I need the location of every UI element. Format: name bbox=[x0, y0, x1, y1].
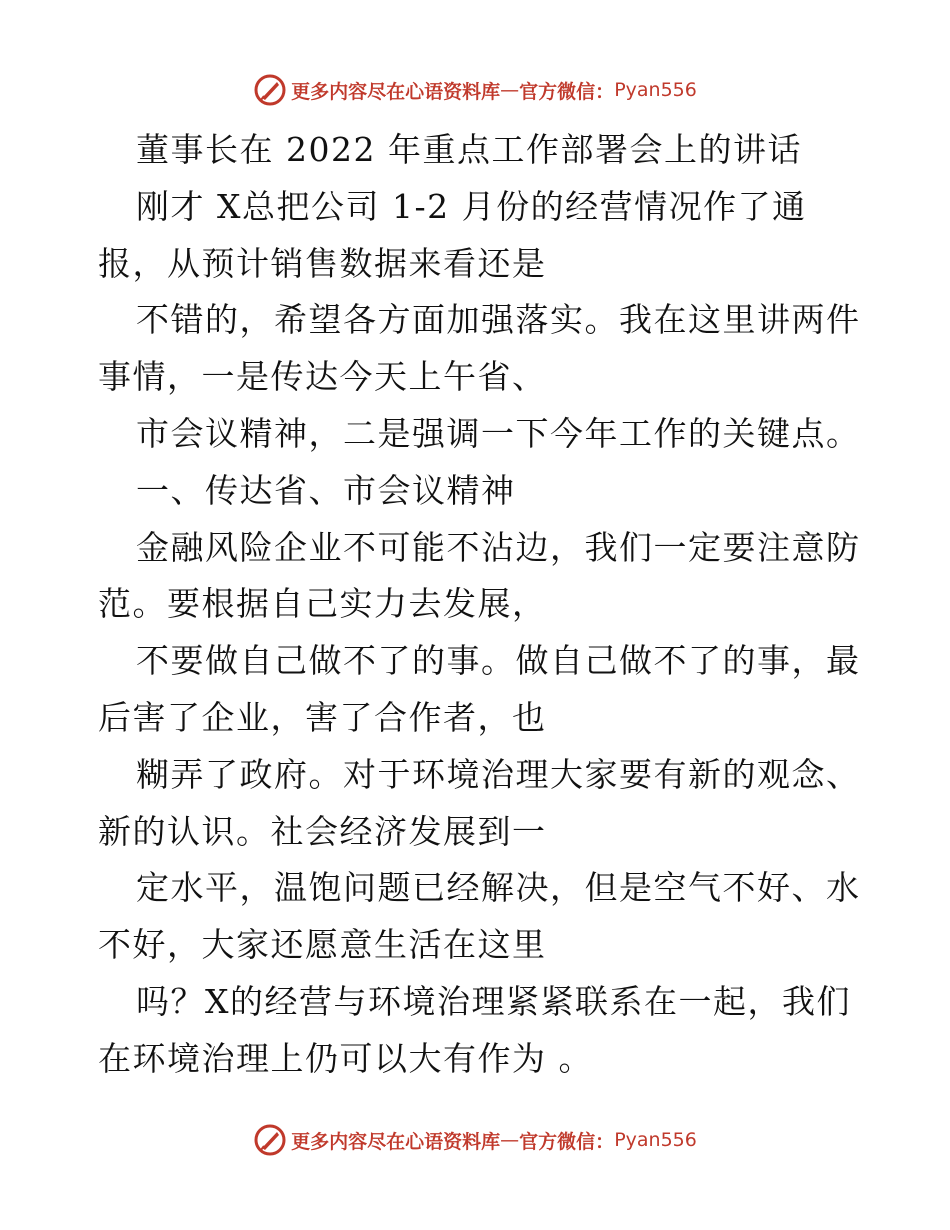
watermark-separator: — bbox=[500, 1129, 520, 1151]
paragraph-line: 不要做自己做不了的事。做自己做不了的事，最 bbox=[136, 641, 861, 681]
watermark-site-text: 更多内容尽在心语资料库 bbox=[291, 1130, 501, 1153]
document-body bbox=[98, 122, 861, 1088]
watermark-wechat-label: 官方微信： bbox=[519, 80, 615, 103]
paragraph-line: 糊弄了政府。对于环境治理大家要有新的观念、 bbox=[136, 754, 861, 794]
paragraph-line: 不错的，希望各方面加强落实。我在这里讲两件 bbox=[136, 300, 861, 340]
paragraph-line: 定水平，温饱问题已经解决，但是空气不好、水 bbox=[136, 868, 861, 908]
footer-watermark bbox=[0, 1120, 950, 1160]
paragraph-line: 刚才 X总把公司 1-2 月份的经营情况作了通 bbox=[136, 186, 807, 226]
paragraph-line: 在环境治理上仍可以大有作为 。 bbox=[98, 1038, 593, 1078]
header-watermark bbox=[0, 70, 950, 110]
paragraph-line: 报，从预计销售数据来看还是 bbox=[98, 243, 547, 283]
quill-logo-icon bbox=[253, 1123, 287, 1157]
watermark-account: Pyan556 bbox=[614, 1129, 697, 1151]
watermark-separator: — bbox=[500, 79, 520, 101]
paragraph-line: 不好，大家还愿意生活在这里 bbox=[98, 925, 547, 965]
document-title: 董事长在 2022 年重点工作部署会上的讲话 bbox=[136, 130, 802, 169]
watermark-account: Pyan556 bbox=[614, 79, 697, 101]
quill-logo-icon bbox=[253, 73, 287, 107]
paragraph-line: 事情，一是传达今天上午省、 bbox=[98, 357, 547, 397]
paragraph-line: 新的认识。社会经济发展到一 bbox=[98, 811, 547, 851]
section-heading: 一、传达省、市会议精神 bbox=[136, 470, 516, 510]
paragraph-line: 吗？X的经营与环境治理紧紧联系在一起，我们 bbox=[136, 981, 851, 1021]
paragraph-line: 范。要根据自己实力去发展， bbox=[98, 584, 547, 624]
paragraph-line: 金融风险企业不可能不沾边，我们一定要注意防 bbox=[136, 527, 861, 567]
paragraph-line: 市会议精神，二是强调一下今年工作的关键点。 bbox=[136, 413, 861, 453]
watermark-wechat-label: 官方微信： bbox=[519, 1130, 615, 1153]
watermark-site-text: 更多内容尽在心语资料库 bbox=[291, 80, 501, 103]
paragraph-line: 后害了企业，害了合作者，也 bbox=[98, 697, 547, 737]
